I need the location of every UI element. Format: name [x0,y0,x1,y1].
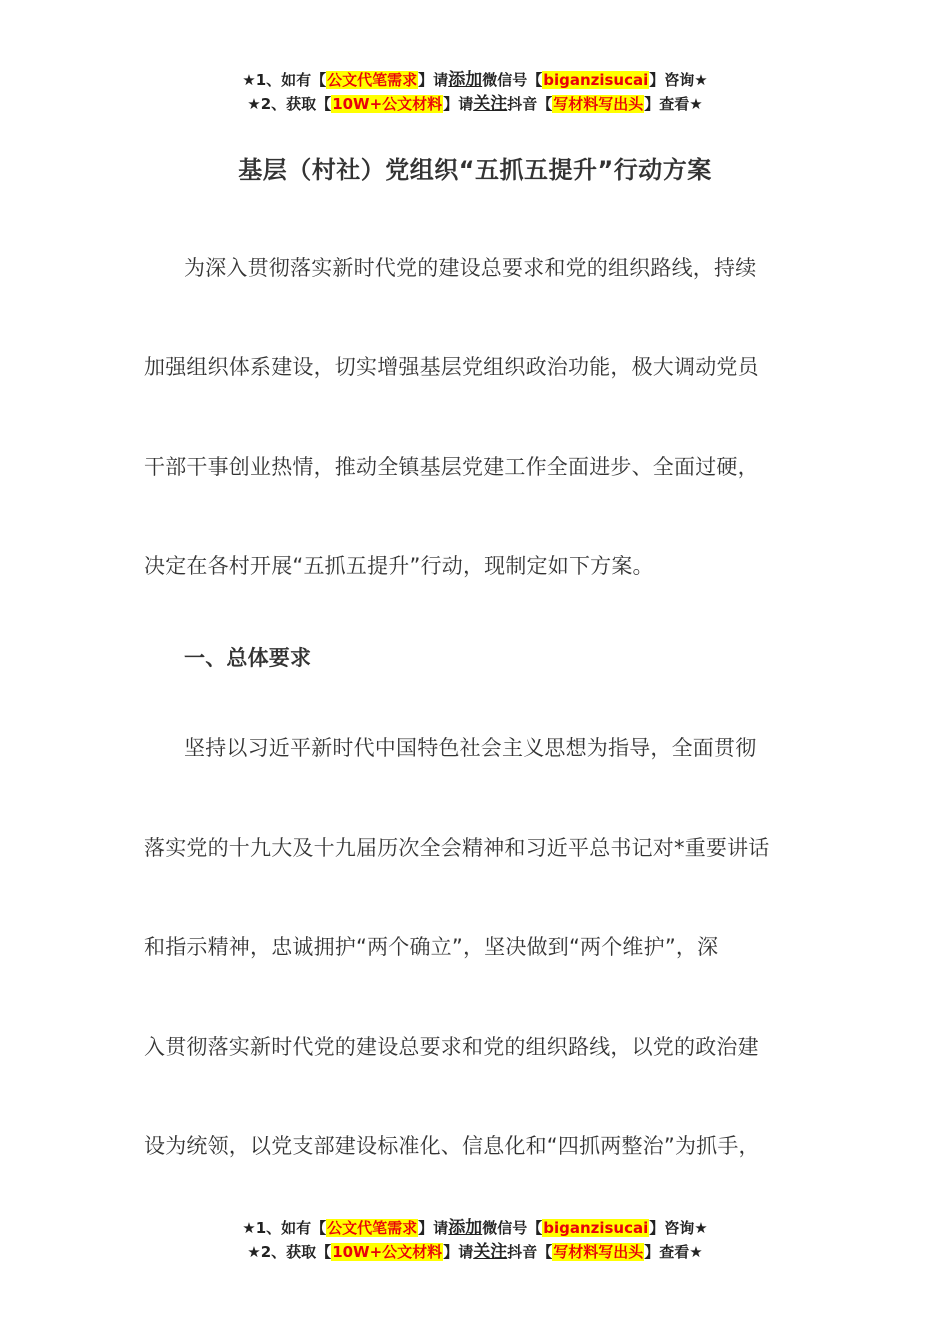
banner-highlight: 写材料写出头 [553,1243,644,1261]
paragraph-line: 坚持以习近平新时代中国特色社会主义思想为指导，全面贯彻 [184,736,757,760]
banner-text: ★2、获取【 [247,1243,332,1261]
paragraph-line: 决定在各村开展“五抓五提升”行动，现制定如下方案。 [144,554,654,578]
document-title: 基层（村社）党组织“五抓五提升”行动方案 [238,156,712,184]
banner-text: 】请 [443,95,474,113]
banner-highlight: 公文代笔需求 [327,71,418,89]
banner-text: ★1、如有【 [242,1219,327,1237]
top-banner [0,68,950,116]
banner-text: ★2、获取【 [247,95,332,113]
banner-underline: 添加 [448,1218,483,1238]
banner-underline: 关注 [473,1242,508,1262]
banner-line-1 [0,1216,950,1240]
banner-highlight: biganzisucai [543,1219,649,1237]
banner-line-2 [0,92,950,116]
banner-highlight: 10W+公文材料 [332,1243,443,1261]
banner-text: 微信号【 [482,1219,543,1237]
paragraph-line: 落实党的十九大及十九届历次全会精神和习近平总书记对*重要讲话 [144,836,770,860]
banner-text: 】咨询★ [649,1219,708,1237]
banner-text: 】请 [418,71,449,89]
banner-highlight: biganzisucai [543,71,649,89]
banner-text: 】查看★ [644,1243,703,1261]
banner-line-2 [0,1240,950,1264]
paragraph-line: 设为统领，以党支部建设标准化、信息化和“四抓两整治”为抓手， [144,1134,760,1158]
banner-text: 微信号【 [482,71,543,89]
bottom-banner [0,1216,950,1264]
banner-highlight: 公文代笔需求 [327,1219,418,1237]
banner-text: 抖音【 [507,1243,553,1261]
banner-text: 】查看★ [644,95,703,113]
banner-underline: 关注 [473,94,508,114]
paragraph-line: 和指示精神，忠诚拥护“两个确立”，坚决做到“两个维护”，深 [144,935,719,959]
paragraph-line: 干部干事创业热情，推动全镇基层党建工作全面进步、全面过硬， [144,455,759,479]
banner-highlight: 10W+公文材料 [332,95,443,113]
banner-text: 】咨询★ [649,71,708,89]
paragraph-line: 为深入贯彻落实新时代党的建设总要求和党的组织路线，持续 [184,256,757,280]
section-heading: 一、总体要求 [184,646,312,670]
banner-text: 】请 [443,1243,474,1261]
paragraph-line: 加强组织体系建设，切实增强基层党组织政治功能，极大调动党员 [144,355,759,379]
banner-text: 】请 [418,1219,449,1237]
banner-highlight: 写材料写出头 [553,95,644,113]
banner-text: ★1、如有【 [242,71,327,89]
banner-text: 抖音【 [507,95,553,113]
paragraph-line: 入贯彻落实新时代党的建设总要求和党的组织路线，以党的政治建 [144,1035,759,1059]
banner-line-1 [0,68,950,92]
banner-underline: 添加 [448,70,483,90]
